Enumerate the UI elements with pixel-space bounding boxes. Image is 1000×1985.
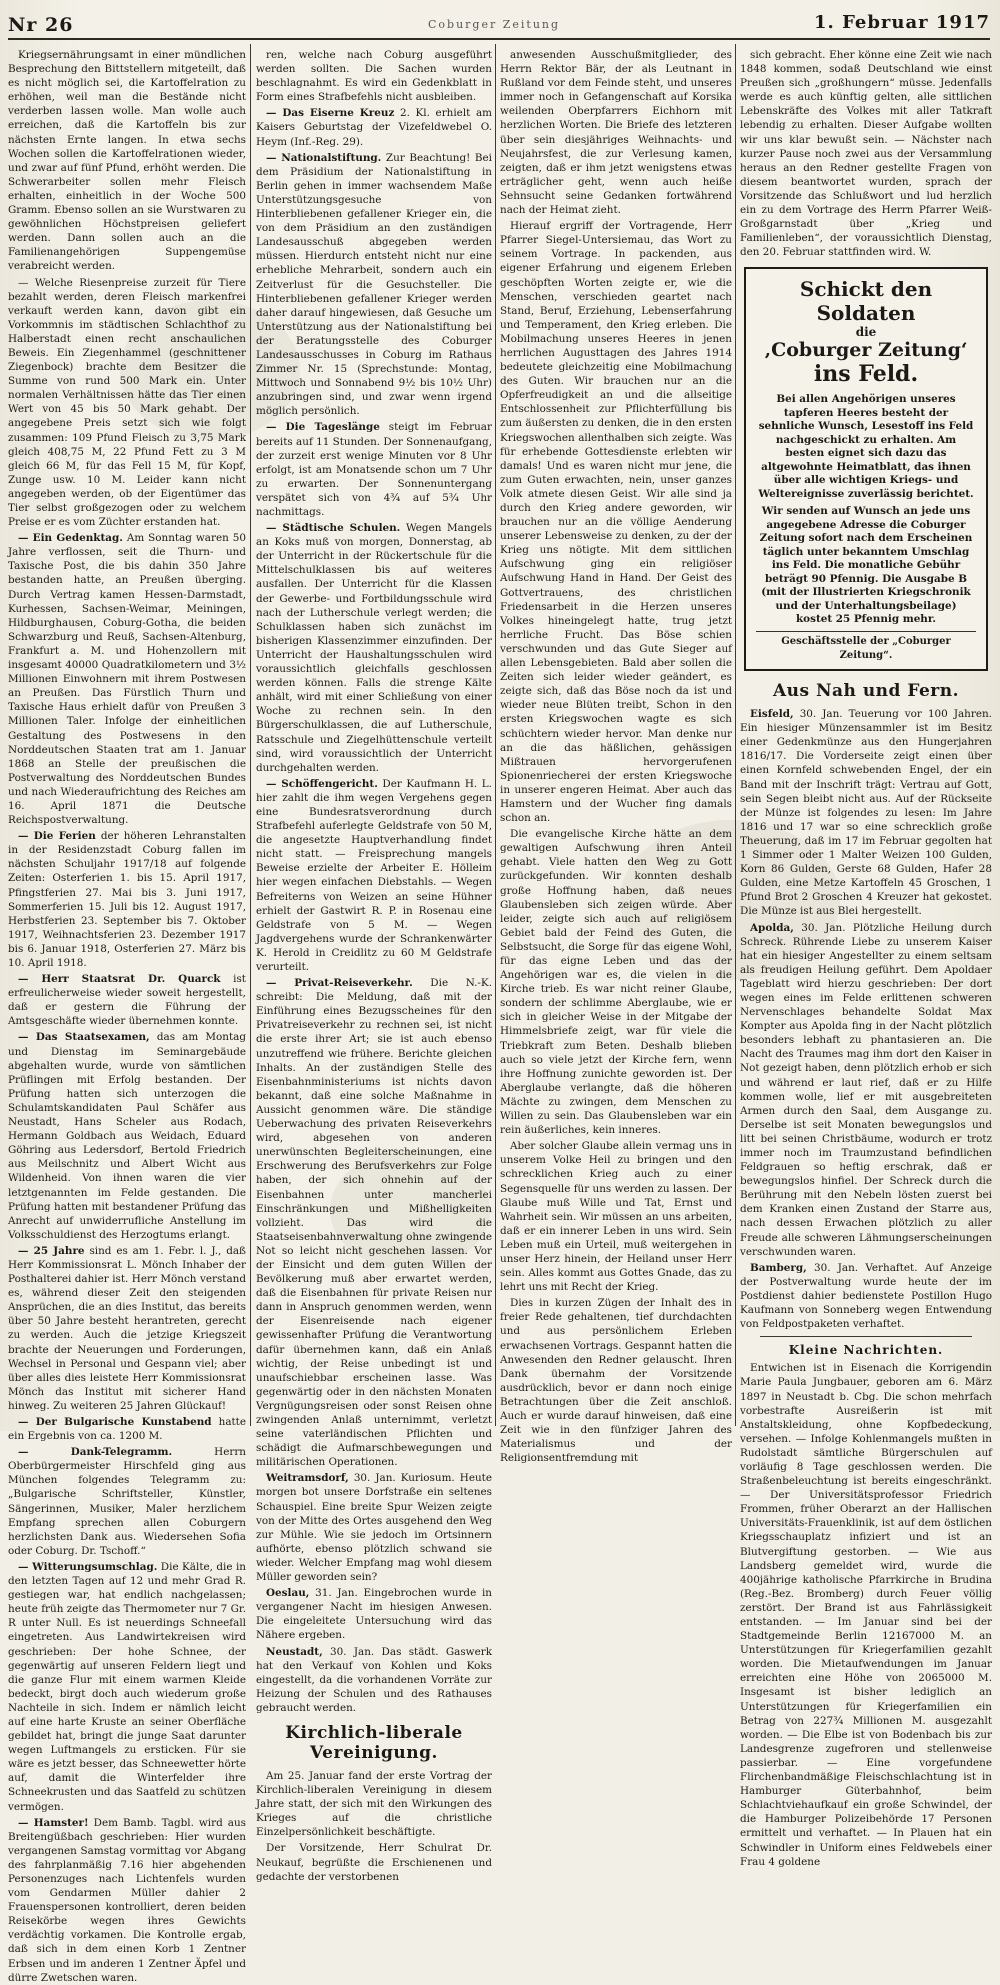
article-paragraph	[256, 1841, 492, 1883]
article-paragraph	[8, 1560, 246, 1814]
advert-text-1: Bei allen Angehörigen unseres tapferen Heeres besteht der sehnliche Wunsch, Lesestoff ins Feld nachgeschickt zu erhalten. Am besten eignet sich dazu das altgewohnte Heimatblatt, das ihnen über alle wichtigen Kriegs- und Weltereignisse zuverlässig berichtet.	[758, 393, 974, 500]
article-paragraph	[256, 106, 492, 148]
column-1	[8, 48, 247, 1984]
article-text: der höheren Lehranstalten in der Residenzstadt Coburg fallen im nächsten Schuljahr 1917/18 auf folgende Zeiten: Osterferien 1. bis 15. April 1917, Pfingstferien 27. Mai bis 3. Juni 1917, Sommerferien 15. Juli bis 12. August 1917, Herbstferien 23. September bis 7. Oktober 1917, Weihnachtsferien 23. Dezember 1917 bis 6. Januar 1918, Osterferien 27. März bis 10. April 1918.	[8, 830, 247, 969]
article-paragraph	[256, 1471, 492, 1584]
column-rule	[735, 44, 736, 1426]
article-text: 30. Jan. Verhaftet. Auf Anzeige der Postverwaltung wurde heute der im Postdienst dahier bedienstete Postillon Hugo Kaufmann von Sonneberg wegen Entwendung von Feldpostpaketen verhaftet.	[740, 1261, 992, 1331]
page-number: Nr 26	[8, 14, 74, 36]
article-paragraph	[256, 48, 492, 104]
article-paragraph	[256, 420, 492, 519]
article-text: Hierauf ergriff der Vortragende, Herr Pfarrer Siegel-Untersiemau, das Wort zu seinem Vortrage. In packenden, aus eigener Erfahrung und eigenem Erleben geschöpften Worten zeigte er, wie die Menschen, verschieden geartet nach Stand, Beruf, Erziehung, Lebenserfahrung und Temperament, den Krieg erleben. Die Mobilmachung unseres Heeres in jenen herrlichen Augusttagen des Jahres 1914 bedeutete gleichzeitig eine Mobilmachung des Guten. Wir brauchen nur an die Opferfreudigkeit an und die allseitige Entschlossenheit zur Pflichterfüllung bis zum äußersten zu denken, die in den ersten Kriegswochen allenthalben sich zeigte. Was für erhebende Gottesdienste erlebten wir damals! Und es waren nicht mur jene, die zum Guten erwachten, nein, unser ganzes Volk atmete diesen Geist. Wir alle sind ja durch den Krieg andere geworden, wir brauchen nur an die völlige Aenderung unserer Lebensweise zu denken, zu der der Krieg uns nötigte. Mit dem sittlichen Aufschwung ging ein religiöser Aufschwung Hand in Hand. Der Geist des Gottvertrauens, des christlichen Friedensarbeit in die Herzen unseres Volkes hineingelegt hatte, trug jetzt herrliche Frucht. Das Böse schien verschwunden und das Gute Sieger auf allen Lebensgebieten. Bald aber sollen die Zeiten sich leider wieder geändert, es zeigte sich, daß das Böse noch da ist und wieder neue Blüten treibt, Schon in den ersten Kriegswochen wagte es sich schüchtern wieder hervor. Man denke nur an die das häßlichen, gehässigen Mißtrauen hervorgerufenen Spionenriecherei der ersten Kriegswoche in unserer engeren Heimat. Aber auch das Hamstern und der Wucher fing damals schon an.	[500, 220, 732, 825]
article-paragraph	[8, 276, 246, 530]
article-text: 30. Jan. Kuriosum. Heute morgen bot unsere Dorfstraße ein seltenes Schauspiel. Eine breite Spur Weizen zeigte von der Mitte des Ortes ausgehend den Weg zur Mühle. Wie sie jedoch im Ortsinnern aufhörte, ebenso plötzlich schwand sie wieder. Welcher Empfang mag wohl diesem Müller geworden sein?	[256, 1472, 492, 1584]
article-lead: — Der Bulgarische Kunstabend	[18, 1416, 212, 1428]
article-paragraph	[740, 1261, 992, 1331]
article-paragraph	[500, 1139, 732, 1294]
column-rule	[250, 44, 251, 1426]
masthead: Coburger Zeitung	[428, 18, 561, 31]
article-text: 30. Jan. Plötzliche Heilung durch Schreck. Rührende Liebe zu unserem Kaiser hat ein hiesiger Angestellter zu einem seltsam als freudigen Heilung geführt. Dem Apoldaer Tageblatt wird hierzu geschrieben: Der dort wegen eines im Felde erlittenen schweren Nervenschlages behandelte Soldat Max Kompter aus Apolda fing in der Nacht plötzlich besonders lebhaft zu phantasieren an. Die Nacht des Traumes mag ihm dort den Kaiser in Not gezeigt haben, denn plötzlich erhob er sich und während er laut rief, daß er zu Hilfe kommen wolle, lief er mit ausgebreiteten Armen durch den Saal, dem Ausgange zu. Derselbe ist seit Monaten bewegungslos und litt bei seinen Christbäume, wodurch er trotz immer noch im Traumzustand befindlichen Feldgrauen so heftig erschrak, daß er bewegungslos hinfiel. Der Schreck durch die Berührung mit den Nebeln lösten zuerst bei dem Kranken einen Zustand der Starre aus, nach dessen Erwachen plötzlich zu aller Freude alle schweren Lähmungserscheinungen verschwunden waren.	[740, 921, 992, 1258]
article-text: ren, welche nach Coburg ausgeführt werden sollten. Die Sachen wurden beschlagnahmt. Es wird ein Gedenkblatt in Form eines Strafbefehls nicht ausbleiben.	[256, 49, 492, 104]
advert-title-line-3: ‚Coburger Zeitung‘	[764, 339, 968, 362]
article-lead: — Witterungsumschlag.	[18, 1560, 158, 1573]
article-paragraph	[8, 1244, 246, 1413]
article-lead: — Schöffengericht.	[266, 777, 378, 790]
article-lead: Bamberg,	[750, 1261, 807, 1274]
article-paragraph	[256, 151, 492, 419]
article-paragraph	[500, 48, 732, 217]
page-header	[8, 6, 990, 40]
article-paragraph	[500, 1296, 732, 1465]
article-paragraph	[740, 48, 992, 259]
article-text: Die evangelische Kirche hätte an dem gewaltigen Aufschwung ihren Anteil gehabt. Viele hatten den Weg zu Gott zurückgefunden. Wir konnten deshalb große Hoffnung haben, daß neues Glaubensleben sich zeigen würde. Aber leider, zeigte sich auch auf religiösem Gebiet bald der Feind des Guten, die Selbstsucht, die Sorge für das eigene Wohl, für das eigne Leben und das der Angehörigen war es, die vielen in die Kirche trieb. Es war nicht reiner Glaube, sondern der schlimme Aberglaube, wie er sich in gleicher Weise in der Mitgabe der Himmelsbriefe zeigt, war für viele die Triebkraft zum Beten. Deshalb blieben auch so viele jetzt der Kirche fern, wenn ihre Hoffnung zunichte geworden ist. Der Aberglaube verlangte, daß die höheren Mächte zu zwingen, dem Menschen zu Willen zu sein. Das Glaubensleben war ein rein äußerliches, kein inneres.	[500, 828, 732, 1137]
article-lead: — 25 Jahre	[18, 1244, 85, 1257]
article-text: Der Kaufmann H. L. hier zahlt die ihm wegen Vergehens gegen eine Bundesratsverordnung durch Strafbefehl auferlegte Geldstrafe von 50 M, die angesetzte Hauptverhandlung findet nicht statt. — Freisprechung mangels Beweise erzielte der Arbeiter E. Hölleim hier wegen einfachen Diebstahls. — Wegen Befreiterns von Weizen an seine Hühner erhielt der Gastwirt R. P. in Rosenau eine Geldstrafe von 5 M. — Wegen Jagdvergehens wurde der Schrankenwärter K. Herold in Creidlitz zu 60 M Geldstrafe verurteilt.	[256, 777, 492, 973]
article-lead: Oeslau,	[266, 1587, 310, 1600]
article-lead: — Herr Staatsrat Dr. Quarck	[18, 973, 221, 986]
article-lead: Eisfeld,	[750, 708, 794, 721]
article-paragraph	[500, 827, 732, 1137]
article-heading: Kirchlich-liberale Vereinigung.	[285, 1722, 463, 1763]
advert-title-line-1: Schickt den Soldaten	[799, 277, 933, 326]
article-paragraph	[8, 1415, 246, 1443]
article-text: Wegen Mangels an Koks muß von morgen, Donnerstag, ab der Unterricht in der Rückertschule für die Mittelschulklassen bis auf weiteres ausfallen. Der Unterricht für die Klassen der Gewerbe- und Fortbildungsschule wird nach der Lutherschule verlegt werden; die Schulklassen haben sich zunächst im bisherigen Klassenzimmer einzufinden. Der Unterricht der Haushaltungsschulen wird voraussichtlich gleichfalls geschlossen werden können. Falls die strenge Kälte anhält, wird mit einer Schließung von einer Woche zu rechnen sein. In den Bürgerschulklassen, die auf Lutherschule, Ratsschule und Ziegelhüttenschule verteilt sind, wird voraussichtlich der Unterricht durchgehalten werden.	[256, 522, 493, 774]
article-paragraph	[8, 829, 246, 970]
article-text: steigt im Februar bereits auf 11 Stunden. Der Sonnenaufgang, der zurzeit erst wenige Minuten vor 8 Uhr erfolgt, ist am Monatsende schon um 7 Uhr zu erwarten. Der Sonnenuntergang verspätet sich von 4¾ auf 5¾ Uhr nachmittags.	[256, 421, 492, 518]
section-divider	[760, 1336, 972, 1337]
article-lead: — Privat-Reiseverkehr.	[266, 977, 413, 990]
article-text: ist erfreulicherweise wieder soweit hergestellt, daß er gestern die Führung der Amtsgeschäfte wieder übernehmen konnte.	[8, 973, 246, 1028]
article-paragraph	[256, 1645, 492, 1715]
column-3	[500, 48, 732, 1465]
article-text: 30. Jan. Teuerung vor 100 Jahren. Ein hiesiger Münzensammler ist im Besitz einer Gedenkmünze aus den Hungerjahren 1816/17. Die Vorderseite zeigt einen über einen Kornfeld schwebenden Engel, der ein Band mit der Inschrift trägt: Vertrau auf Gott, sein Segen bleibt nicht aus. Auf der Rückseite der Münze ist folgendes zu lesen: Im Jahre 1816 und 17 war so eine schrecklich große Theuerung, daß im 17 im Februar gegolten hat 1 Simmer oder 1 Malter Weizen 100 Gulden, Korn 86 Gulden, Gerste 68 Gulden, Hafer 28 Gulden, eine Metze Kartoffeln 45 Groschen, 1 Pfund Brot 2 Groschen 4 Kreuzer hat gekostet. Die Münze ist aus Blei hergestellt.	[740, 708, 992, 918]
article-paragraph	[8, 1030, 246, 1241]
article-text: Zur Beachtung! Bei dem Präsidium der Nationalstiftung in Berlin gehen in immer wachsendem Maße Unterstützungsgesuche von Hinterbliebenen gefallener Krieger ein, die von dem Präsidium an den zuständigen Landesausschuß abgegeben werden müssen. Hierdurch entsteht nicht nur eine erhebliche Mehrarbeit, sondern auch ein Zeitverlust für die Gesuchsteller. Die Hinterbliebenen gefallener Krieger werden daher darauf hingewiesen, daß Gesuche um Unterstützung aus der Nationalstiftung bei der Beratungsstelle des Coburger Landesausschusses in Coburg im Rathaus Zimmer Nr. 15 (Sprechstunde: Montag, Mittwoch und Sonnabend 9½ bis 10½ Uhr) anzubringen sind, und zwar wenn irgend möglich persönlich.	[256, 151, 492, 418]
article-paragraph	[8, 1816, 246, 1985]
article-lead: — Die Ferien	[18, 830, 96, 843]
article-text: hatte ein Ergebnis von ca. 1200 M.	[8, 1416, 247, 1443]
article-lead: — Städtische Schulen.	[266, 522, 401, 535]
section-heading: Aus Nah und Fern.	[772, 681, 960, 702]
article-paragraph	[740, 921, 992, 1259]
article-text: Dies in kurzen Zügen der Inhalt des in freier Rede gehaltenen, tief durchdachten und aus persönlichem Erleben erwachsenen Vortrags. Gespannt hatten die Anwesenden den Redner gelauscht. Ihren Dank übernahm der Vorsitzende ausdrücklich, bevor er dann noch einige Betrachtungen über die Zeit anschloß. Auch er wurde darauf hinweisen, daß eine Zeit wie in den fünfziger Jahren des Materialismus und der Religionsentfremdung mit	[500, 1297, 732, 1465]
advert-title-line-2: die	[855, 325, 877, 340]
article-paragraph	[256, 521, 492, 775]
article-text: Die Kälte, die in den letzten Tagen auf 12 und mehr Grad R. gestiegen war, hat endlich nachgelassen; heute früh zeigte das Thermometer nur 7 Gr. R unter Null. Es ist neuerdings Schneefall eingetreten. Aus Landwirtekreisen wird geschrieben: Der hohe Schnee, der gegenwärtig auf unseren Feldern liegt und die ganze Flur mit einem warmen Kleide bedeckt, birgt doch auch wiederum große Nachteile in sich. Indem er nämlich leicht auf eine harte Kruste an seiner Oberfläche gebildet hat, bringt die junge Saat darunter wegen Luftmangels zu ersticken. Für sie wäre es jetzt besser, das Schneewetter hörte auf, damit die Winterfelder ihre Schneekrusten und das Saatfeld zu schützen vermögen.	[8, 1560, 246, 1813]
article-paragraph	[256, 777, 492, 974]
article-text: Der Vorsitzende, Herr Schulrat Dr. Neukauf, begrüßte die Erschienenen und gedachte der verstorbenen	[256, 1842, 492, 1883]
article-lead: Neustadt,	[266, 1645, 323, 1658]
article-lead: — Die Tageslänge	[266, 421, 380, 434]
article-paragraph	[740, 1361, 992, 1868]
article-lead: — Hamster!	[18, 1816, 89, 1829]
article-text: anwesenden Ausschußmitglieder, des Herrn Rektor Bär, der als Leutnant in Rußland vor dem Feinde steht, und unseres immer noch in Gefangenschaft auf Korsika weilenden Oberpfarrers Eichhorn mit herzlichen Worten. Die Briefe des letzteren über sein diesjähriges Weihnachts- und Neujahrsfest, die zur Verlesung kamen, zeigten, daß er ihm jetzt wenigstens etwas erträglicher geht, wenn auch heiße Sehnsucht seine Gedanken fortwährend nach der Heimat zieht.	[500, 49, 732, 217]
article-paragraph	[8, 531, 246, 827]
article-text: sind es am 1. Febr. l. J., daß Herr Kommissionsrat L. Mönch Inhaber der Posthalterei dahier ist. Herr Mönch verstand es, während dieser Zeit den steigenden Ansprüchen, die an dies Institut, das bereits über 50 Jahre besteht herantreten, gerecht zu werden. Auch die jetzige Kriegszeit brachte der Neuerungen und Forderungen, Wechsel in Personal und Gespann viel; aber über alles dies leistete Herr Kommissionsrat Mönch das Institut mit sicherer Hand hinweg. Zu weiteren 25 Jahren Glückauf!	[8, 1244, 247, 1412]
article-text: das am Montag und Dienstag im Seminargebäude abgehalten wurde, wurde von sämtlichen Prüflingen mit Erfolg bestanden. Der Prüfung hatten sich unterzogen die Schulamtskandidaten Paul Schäfer aus Neustadt, Hans Scheler aus Rodach, Hermann Goldbach aus Weidach, Eduard Göhring aus Ledersdorf, Bertold Friedrich aus Meilschnitz und Albert Wicht aus Wildenheid. Von ihnen waren die vier letztgenannten im Felde gestanden. Die Prüfung hatten mit bestandener Prüfung das Anrecht auf unwiderrufliche Anstellung im Volksschuldienst des Herzogtums erlangt.	[8, 1031, 246, 1241]
article-paragraph	[8, 1445, 246, 1558]
article-text: Am Sonntag waren 50 Jahre verflossen, seit die Thurn- und Taxische Post, die bis dahin 350 Jahre bestanden hatte, an Preußen überging. Durch Vertrag kamen Hessen-Darmstadt, Kurhessen, Sachsen-Weimar, Meiningen, Hildburghausen, Coburg-Gotha, die beiden Schwarzburg und Reuß, Sachsen-Altenburg, Frankfurt a. M. und Hohenzollern mit insgesamt 40000 Quadratkilometern und 3½ Millionen Einwohnern mit ihrem Postwesen an Preußen. Das Fürstlich Thurn und Taxische Haus erhielt dafür von Preußen 3 Millionen Taler. Infolge der einheitlichen Gestaltung des Postwesens in den Norddeutschen Staaten trat am 1. Januar 1868 an Stelle der preußischen die Postverwaltung des Norddeutschen Bundes und nach Wiederaufrichtung des Reiches am 16. April 1871 die Deutsche Reichspostverwaltung.	[8, 532, 246, 827]
article-text: Am 25. Januar fand der erste Vortrag der Kirchlich-liberalen Vereinigung in diesem Jahre statt, der sich mit den Wirkungen des Krieges auf die christliche Einzelpersönlichkeit beschäftigte.	[256, 1769, 492, 1839]
article-text: — Welche Riesenpreise zurzeit für Tiere bezahlt werden, deren Fleisch markenfrei verkauft werden kann, davon gibt ein Vorkommnis im städtischen Schlachthof zu Halberstadt einen recht anschaulichen Beweis. Ein Ziegenhammel (geschnittener Ziegenbock) brachte dem Besitzer die Summe von rund 500 Mark ein. Unter normalen Verhältnissen hätte das Tier einen Wert von 45 bis 50 Mark gehabt. Der angegebene Preis setzt sich wie folgt zusammen: 109 Pfund Fleisch zu 3,75 Mark gleich 408,75 M, 22 Pfund Fett zu 3 M gleich 66 M, für das Fell 15 M, für Kopf, Zunge usw. 10 M. Leider kann nicht angegeben werden, ob der Eigentümer das Tier selbst großgezogen oder zu welchem Preise er es vom Züchter erstanden hat.	[8, 276, 246, 529]
article-lead: — Das Eiserne Kreuz	[266, 107, 395, 120]
article-text: Aber solcher Glaube allein vermag uns in unserem Volke Heil zu bringen und den schrecklichen Krieg auch zu einer Segensquelle für uns werden zu lassen. Der Glaube muß Wille und Tat, Ernst und Wahrheit sein. Wir müssen an uns arbeiten, daß er ein innerer Leben in uns wird. Sein Leben muß ein Urteil, muß weitergehen in unser Herz hinein, der Heiland unser Herr sein. Alles kommt aus Gottes Gnade, das zu lehrt uns mit Recht der Krieg.	[500, 1140, 732, 1294]
article-text: Kriegsernährungsamt in einer mündlichen Besprechung den Bittstellern mitgeteilt, daß es nicht möglich sei, die Kartoffelration zu erhöhen, weil man die Bestände nicht verderben lassen wolle. Man wolle auch erreichen, daß die Kartoffeln bis zur nächsten Ernte langen. In etwa sechs Wochen sollen die Kartoffelrationen wieder, und zwar auf fünf Pfund, erhöht werden. Die Schwerarbeiter sollen mehr Fleisch erhalten, einheitlich in der Woche 500 Gramm. Ebenso sollen an sie Wurstwaren zu gewöhnlichen Höchstpreisen geliefert werden. Dann sollen auch an die Familienangehörigen Suppengemüse verabreicht werden.	[8, 49, 246, 273]
article-paragraph	[256, 1586, 492, 1642]
column-4	[740, 48, 992, 1868]
article-text: sich gebracht. Eher könne eine Zeit wie nach 1848 kommen, sodaß Deutschland wie einst Preußen sich „großhungern“ müsse. Jedenfalls werde es auch künftig gelten, alle sittlichen Lebenskräfte des Volkes mit aller Tatkraft lebendig zu erhalten. Dieser Aufgabe wollten wir uns klar bewußt sein. — Nächster nach kurzer Pause noch zwei aus der Versammlung heraus an den Redner gestellte Fragen von diesem beantwortet wurden, sprach der Vorsitzende das Schlußwort und lud herzlich ein zu dem Vortrage des Herrn Pfarrer Weiß-Großgarnstadt über „Krieg und Familienleben“, der voraussichtlich Dienstag, den 20. Februar stattfinden wird. W.	[740, 49, 992, 259]
article-lead: — Ein Gedenktag.	[18, 532, 123, 545]
article-text: Die N.-K. schreibt: Die Meldung, daß mit der Einführung eines Bezugsscheines für den Privatreiseverkehr zu rechnen sei, ist nicht die erste ihrer Art; sie ist auch ebenso unzutreffend wie frühere. Berichte gleichen Inhalts. An der zuständigen Stelle des Eisenbahnministeriums ist nichts davon bekannt, daß eine solche Maßnahme in Aussicht genommen wäre. Die ständige Ueberwachung des privaten Reiseverkehrs wird, abgesehen von anderen unerwünschten Begleiterscheinungen, eine Erschwerung des Berufsverkehrs zur Folge haben, der sich ohnehin auf der Eisenbahnen unter mancherlei Einschränkungen und Mißhelligkeiten vollzieht. Das wird die Staatseisenbahnverwaltung ohne zwingende Not so leicht nicht geschehen lassen. Vor der Einsicht und dem guten Willen der Bevölkerung muß aber erwartet werden, daß die Eisenbahnen für private Reisen nur dann in Anspruch genommen werden, wenn der Eisenreisende nach eigener gewissenhafter Prüfung die Verantwortung dafür übernehmen kann, daß ein Anlaß wichtig, der Reise unbedingt ist und unaufschiebbar erscheinen lasse. Was gegenwärtig oder in den nächsten Monaten Vergnügungsreisen oder sonst Reisen ohne zwingenden Anlaß unternimmt, verletzt seine vaterländischen Pflichten und schädigt die Aufmarschbewegungen und militärischen Operationen.	[256, 977, 492, 1469]
article-paragraph	[740, 707, 992, 918]
article-lead: — Dank-Telegramm.	[18, 1446, 173, 1459]
article-lead: Weitramsdorf,	[266, 1472, 349, 1485]
article-paragraph	[8, 972, 246, 1028]
article-text: Entwichen ist in Eisenach die Korrigendin Marie Paula Jungbauer, geboren am 6. März 1897 in Neustadt b. Cbg. Die schon mehrfach vorbestrafte Ausreißerin ist mit Anstaltskleidung, ohne Kopfbedeckung, versehen. — Infolge Kohlenmangels mußten in Rudolstadt sämtliche Bürgerschulen auf vorläufig 8 Tage geschlossen werden. Die Straßenbeleuchtung ist bereits eingeschränkt. — Der Universitätsprofessor Friedrich Frommen, früher Oberarzt an der Hallischen Universitäts-Frauenklinik, ist auf dem östlichen Kriegsschauplatz infiziert und ist an Blutvergiftung gestorben. — Wie aus Landsberg gemeldet wird, wurde die 400jährige katholische Pfarrkirche in Brudina (Reg.-Bez. Bromberg) durch Feuer völlig zerstört. Der Brand ist aus Fahrlässigkeit entstanden. — Im Januar sind bei der Stadtgemeinde Berlin 12167000 M. an Unterstützungen für Kriegerfamilien gezahlt worden. Die Mietaufwendungen im Januar erreichten eine Höhe von 2065000 M. Insgesamt ist bisher lediglich an Unterstützungen für Kriegerfamilien ein Betrag von 227¾ Millionen M. ausgezahlt worden. — Die Elbe ist von Bodenbach bis zur Landesgrenze zugefroren und stellenweise passierbar. — Eine vorgefundene Flirchenbandmäßige Fleischschlachtung ist in Hamburger Güterbahnhof, beim Schlachtviehaufkauf ein große Schwindel, der die Hamburger Polizeibehörde 17 Personen ermittelt und verhaftet. — In Plauen hat ein Schwindler in Uniform eines Feldwebels einer Frau 4 goldene	[740, 1362, 992, 1868]
article-paragraph	[256, 1769, 492, 1839]
advert-title-line-4: ins Feld.	[813, 361, 919, 388]
article-text: 30. Jan. Das städt. Gaswerk hat den Verkauf von Kohlen und Koks eingestellt, da die vorhandenen Vorräte zur Heizung der Schulen und des Rathauses gebraucht werden.	[256, 1645, 492, 1714]
column-rule	[495, 44, 496, 1426]
subsection-heading: Kleine Nachrichten.	[788, 1343, 944, 1358]
subscription-advert	[744, 267, 988, 671]
column-2	[256, 48, 493, 1883]
advert-text-2: Wir senden auf Wunsch an jede uns angegebene Adresse die Coburger Zeitung sofort nach dem Erscheinen täglich unter bekanntem Umschlag ins Feld. Die monatliche Gebühr beträgt 90 Pfennig. Die Ausgabe B (mit der Illustrierten Kriegschronik und der Unterhaltungsbeilage) kostet 25 Pfennig mehr.	[759, 505, 973, 626]
article-lead: Apolda,	[750, 921, 794, 934]
article-paragraph	[500, 219, 732, 825]
article-lead: — Nationalstiftung.	[266, 151, 382, 164]
advert-signature: Geschäftsstelle der „Coburger Zeitung“.	[756, 631, 976, 663]
article-paragraph	[256, 976, 492, 1469]
article-lead: — Das Staatsexamen,	[18, 1031, 150, 1044]
article-text: Dem Bamb. Tagbl. wird aus Breitengüßbach geschrieben: Hier wurden vergangenen Samstag vormittag vor Abgang des fahrplanmäßig 7.16 hier abgehenden Personenzuges nach Lichtenfels wurden vom Gendarmen Müller dahier 2 Frauenspersonen kontrolliert, deren beiden Reisekörbe wegen ihres Gewichts verdächtig vorkamen. Die Kontrolle ergab, daß sich in dem einen Korb 1 Zentner Erbsen und im anderen 1 Zentner Äpfel und dürre Zwetschen waren.	[8, 1816, 246, 1984]
article-text: 2. Kl. erhielt am Kaisers Geburtstag der Vizefeldwebel O. Heym (Inf.-Reg. 29).	[256, 107, 493, 148]
article-text: Herrn Oberbürgermeister Hirschfeld ging aus München folgendes Telegramm zu: „Bulgarische Schriftsteller, Künstler, Sängerinnen, Musiker, Maler herzlichem Empfang sprechen allen Coburgern herzlichsten Dank aus. Wiedersehen Sofia oder Coburg. Dr. Tschoff.“	[8, 1446, 246, 1557]
article-paragraph	[8, 48, 246, 274]
article-text: 31. Jan. Eingebrochen wurde in vergangener Nacht im hiesigen Anwesen. Die eingeleitete Untersuchung wird das Nähere ergeben.	[256, 1587, 492, 1642]
issue-date: 1. Februar 1917	[814, 12, 990, 33]
